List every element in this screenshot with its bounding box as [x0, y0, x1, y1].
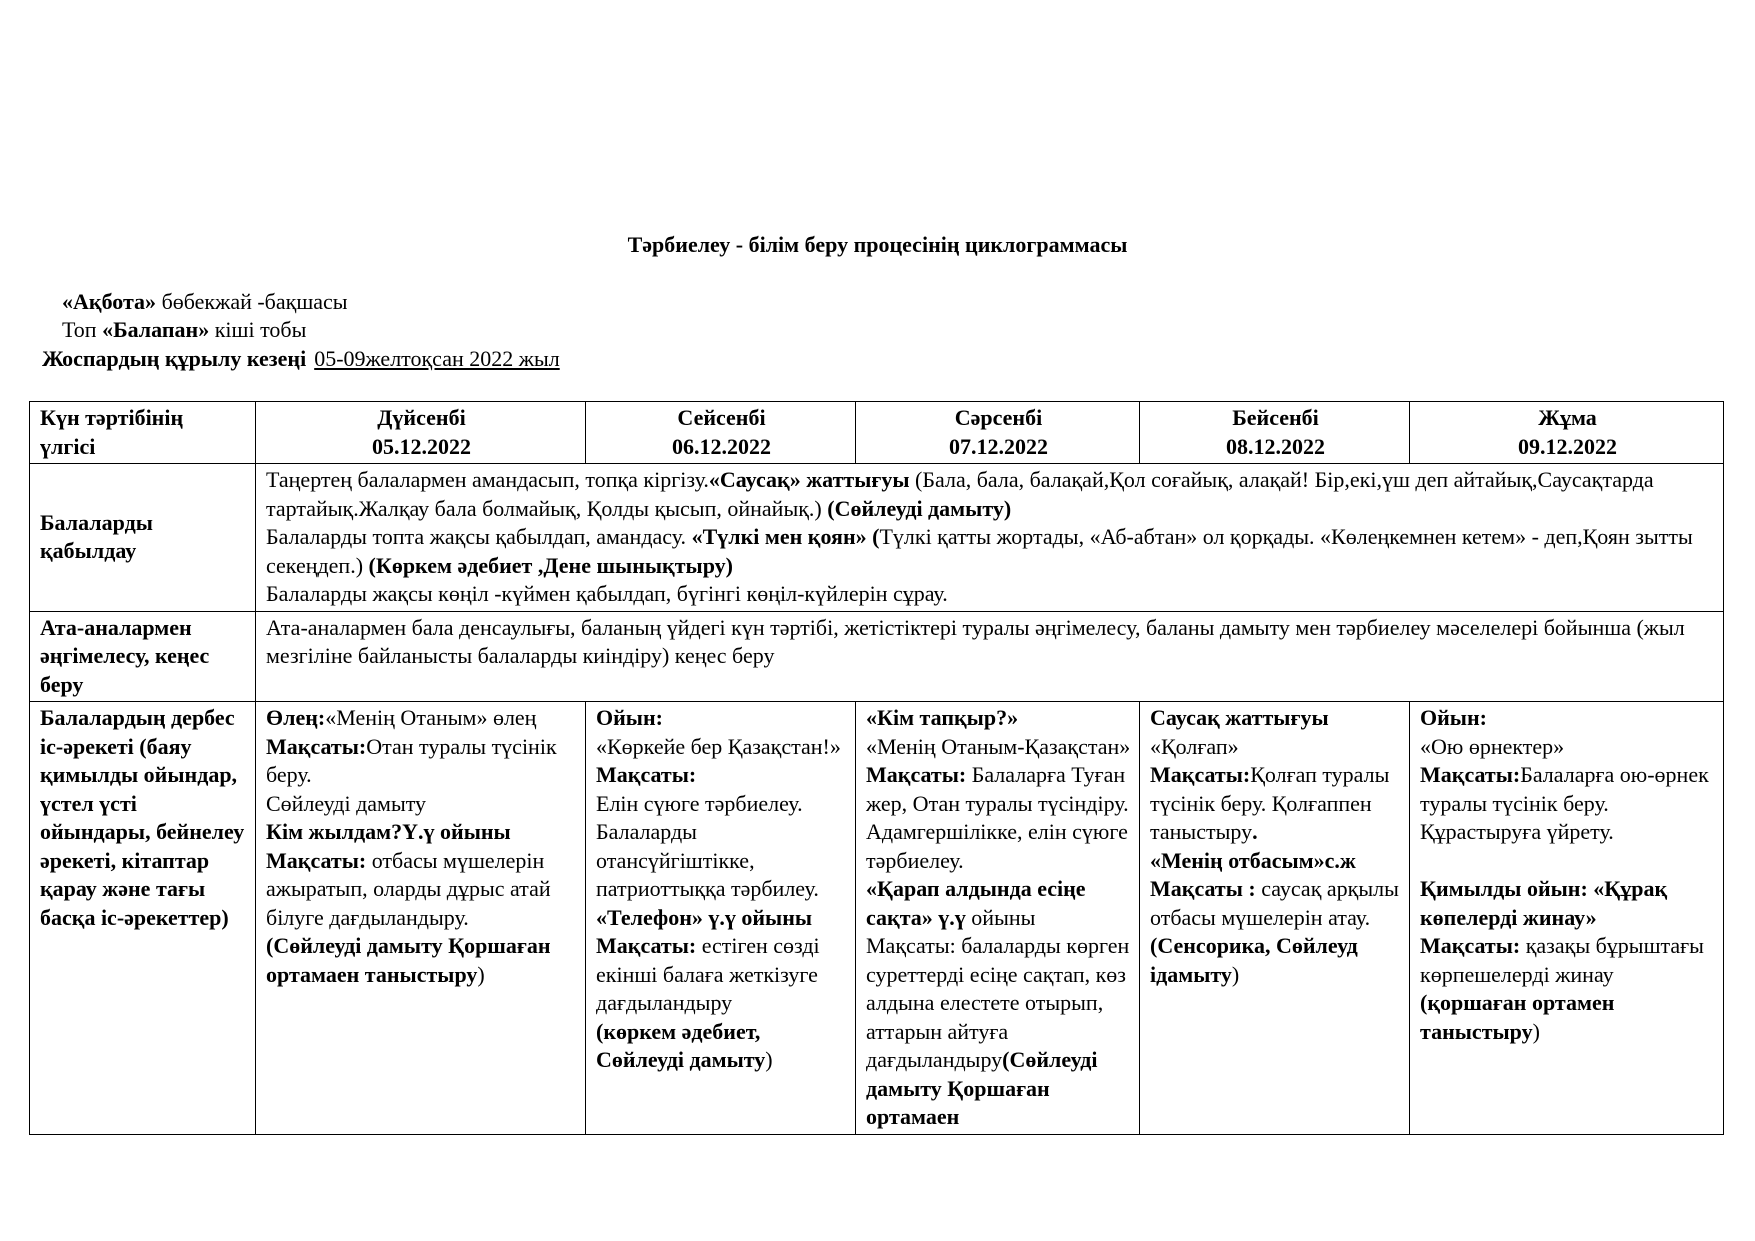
kindergarten-suffix: бөбекжай -бақшасы — [156, 289, 348, 314]
goal-label: Мақсаты: — [596, 762, 697, 787]
area-tag: (қоршаған ортамен таныстыру — [1420, 990, 1615, 1044]
group-line — [62, 316, 306, 344]
activity-text: «Менің Отаным-Қазақстан» — [866, 733, 1131, 759]
goal-label: Мақсаты: — [1420, 933, 1521, 958]
reception-row — [30, 464, 1724, 612]
day-date: 06.12.2022 — [672, 433, 771, 459]
area-tag: (көркем әдебиет, Сөйлеуді дамыту — [596, 1018, 766, 1072]
goal-label: Мақсаты: — [866, 762, 967, 787]
game-title: «Менің отбасым»с.ж — [1150, 847, 1356, 873]
day-name: Жұма — [1538, 405, 1597, 430]
day-date: 08.12.2022 — [1226, 433, 1325, 459]
activity-title: Саусақ жаттығуы — [1150, 705, 1329, 730]
header-row — [30, 402, 1724, 464]
group-suffix: кіші тобы — [209, 317, 307, 342]
day-name: Сәрсенбі — [954, 405, 1043, 430]
goal-text: естіген сөзді екінші балаға жеткізуге дағдыландыру — [596, 933, 820, 1015]
goal-text: Мақсаты: балаларды көрген суреттерді есіңе сақтап, көз алдына елестете отырып, аттарын айтуға дағдыландыру — [866, 933, 1130, 1072]
activity-text: «Қолғап» — [1150, 733, 1239, 759]
activity-text: «Ою өрнектер» — [1420, 733, 1565, 759]
goal-text: Қолғап туралы түсінік беру. Қолғаппен таныстыру — [1150, 762, 1390, 844]
reception-text: Балаларды жақсы көңіл -күймен қабылдап, бүгінгі көңіл-күйлерін сұрау. — [266, 581, 948, 606]
header-day-thursday — [1140, 402, 1410, 464]
game-title: «Қарап алдында есіңе сақта» ү.ү — [866, 876, 1086, 930]
activity-text: «Менің Отаным» өлең — [325, 705, 537, 730]
goal-end: . — [1252, 819, 1258, 844]
fox-rabbit-title: «Түлкі мен қоян» ( — [691, 524, 880, 549]
day-date: 05.12.2022 — [372, 433, 471, 459]
header-day-tuesday — [586, 402, 856, 464]
goal-text: Отан туралы түсінік беру. — [266, 733, 557, 787]
fox-rabbit-text: Түлкі қатты жортады, «Аб-абтан» ол қорқады. «Көлеңкемнен кетем» - деп,Қоян зытты секеңдеп.) — [266, 524, 1693, 578]
area-tag: (Сөйлеуді дамыту) — [827, 495, 1012, 521]
activities-monday — [256, 702, 586, 1135]
area-tag-close: ) — [1532, 1018, 1540, 1044]
kindergarten-name: «Ақбота» — [62, 289, 157, 314]
area-tag-close: ) — [477, 961, 485, 987]
activities-tuesday — [586, 702, 856, 1135]
activities-label: Балалардың дербес іс-әрекеті (баяу қимылды ойындар, үстел үсті ойындары, бейнелеу әрекеті, кітаптар қарау және тағы басқа іс-әрекеттер) — [30, 702, 256, 1135]
finger-exercise-title: «Саусақ» жаттығуы — [708, 467, 910, 492]
activities-row — [30, 702, 1724, 1135]
game-title: Кім жылдам?Ү.ү ойыны — [266, 819, 511, 844]
header-day-monday — [256, 402, 586, 464]
activity-text: Құрастыруға үйрету. — [1420, 819, 1614, 844]
game-suffix: ойыны — [965, 904, 1036, 930]
header-schedule-cell — [30, 402, 256, 464]
area-tag: (Сөйлеуді дамыту Қоршаған ортамаен — [866, 1047, 1098, 1129]
day-name: Сейсенбі — [677, 405, 766, 430]
day-name: Дүйсенбі — [377, 405, 466, 430]
area-tag-close: ) — [765, 1047, 773, 1072]
goal-label: Мақсаты: — [1420, 762, 1521, 787]
area-tag: (Сенсорика, Сөйлеуд ідамыту — [1150, 933, 1358, 987]
finger-exercise-text: (Бала, бала, балақай,Қол соғайық, алақай! Бір,екі,үш деп айтайық,Саусақтарда тартайық.Жалқау бала болмайық, Қолды қысып, ойнайық.) — [266, 467, 1654, 521]
area-tag-close: ) — [1231, 961, 1240, 987]
group-prefix: Топ — [62, 317, 103, 342]
goal-text: қазақы бұрыштағы көрпешелерді жинау — [1420, 933, 1704, 987]
reception-content — [256, 464, 1724, 612]
goal-label: Мақсаты: — [266, 847, 367, 873]
goal-text: саусақ арқылы отбасы мүшелерін атау. — [1150, 876, 1399, 930]
day-name: Бейсенбі — [1232, 405, 1319, 430]
goal-text: Балаларға Туған жер, Отан туралы түсіндіру. Адамгершілікке, елін сүюге тәрбиелеу. — [866, 762, 1129, 873]
header-schedule-line1: Күн тәртібінің — [40, 405, 184, 430]
reception-text: Таңертең балалармен амандасып, топқа кіргізу. — [266, 467, 709, 492]
activity-title: Ойын: — [1420, 705, 1487, 730]
area-tag: (Көркем әдебиет ,Дене шынықтыру) — [368, 552, 733, 578]
activity-title: Ойын: — [596, 705, 663, 730]
activities-thursday — [1140, 702, 1410, 1135]
parents-label: Ата-аналармен әңгімелесу, кеңес беру — [30, 611, 256, 702]
goal-label: Мақсаты: — [266, 733, 367, 759]
game-title: Қимылды ойын: «Құрақ көпелерді жинау» — [1420, 876, 1668, 930]
period-line — [42, 345, 560, 373]
goal-label: Мақсаты: — [596, 933, 697, 958]
goal-text: отбасы мүшелерін ажыратып, оларды дұрыс атай білуге дағдыландыру. — [266, 847, 551, 930]
page-title: Тәрбиелеу - білім беру процесінің циклограммасы — [627, 232, 1128, 257]
reception-text: Балаларды топта жақсы қабылдап, амандасу. — [266, 524, 692, 549]
header-day-friday — [1410, 402, 1724, 464]
header-schedule-line2: үлгісі — [40, 433, 96, 459]
period-label: Жоспардың құрылу кезеңі — [42, 346, 307, 371]
period-value: 05-09желтоқсан 2022 жыл — [314, 346, 560, 371]
game-title: «Телефон» ү.ү ойыны — [596, 904, 813, 930]
kindergarten-line — [62, 288, 348, 316]
day-date: 09.12.2022 — [1518, 433, 1617, 459]
goal-text: Елін сүюге тәрбиелеу. Балаларды отансүйгіштікке, патриоттыққа тәрбилеу. — [596, 790, 819, 901]
activity-text: Сөйлеуді дамыту — [266, 790, 427, 816]
goal-label: Мақсаты: — [1150, 762, 1251, 787]
goal-label: Мақсаты : — [1150, 876, 1256, 901]
area-tag: (Сөйлеуді дамыту Қоршаған ортамаен таныстыру — [266, 933, 551, 987]
goal-text: Балаларға ою-өрнек туралы түсінік беру. — [1420, 762, 1709, 816]
parents-content: Ата-аналармен бала денсаулығы, баланың үйдегі күн тәртібі, жетістіктері туралы әңгімелесу, баланы дамыту мен тәрбиелеу мәселелері бойынша (жыл мезгіліне байланысты балаларды киіндіру) кеңес беру — [256, 611, 1724, 702]
activity-text: «Көркейе бер Қазақстан!» — [596, 733, 841, 759]
header-day-wednesday — [856, 402, 1140, 464]
day-date: 07.12.2022 — [949, 433, 1048, 459]
group-name: «Балапан» — [102, 317, 210, 342]
activity-title: «Кім тапқыр?» — [866, 705, 1019, 730]
reception-label: Балаларды қабылдау — [30, 464, 256, 612]
activities-friday — [1410, 702, 1724, 1135]
activity-title: Өлең: — [266, 705, 326, 730]
activities-wednesday — [856, 702, 1140, 1135]
cyclogram-table — [29, 401, 1724, 1135]
parents-row — [30, 611, 1724, 702]
